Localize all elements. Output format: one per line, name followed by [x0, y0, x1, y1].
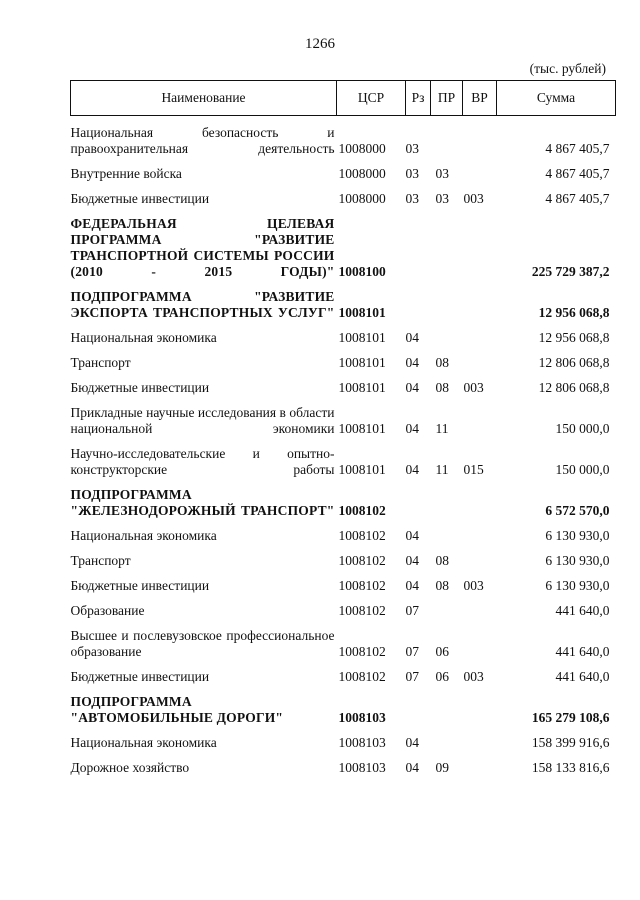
cell-name: Национальная безопасность и правоохранительная деятельность — [70, 125, 335, 156]
cell-csr: 1008000 — [338, 166, 386, 181]
cell-vr: 003 — [463, 669, 484, 684]
cell-pr — [431, 116, 463, 158]
cell-pr — [431, 478, 463, 519]
cell-pr — [431, 519, 463, 544]
cell-vr — [463, 157, 497, 182]
cell-sum: 165 279 108,6 — [531, 710, 610, 725]
cell-rz: 07 — [405, 603, 419, 618]
cell-csr: 1008000 — [338, 141, 386, 156]
cell-sum: 158 399 916,6 — [531, 735, 610, 750]
cell-rz: 03 — [405, 166, 419, 181]
cell-name: Национальная экономика — [70, 330, 217, 345]
header-pr: ПР — [431, 81, 463, 116]
cell-name: Бюджетные инвестиции — [70, 669, 210, 684]
cell-sum: 12 806 068,8 — [538, 380, 610, 395]
cell-sum: 158 133 816,6 — [531, 760, 610, 775]
cell-pr: 08 — [435, 380, 449, 395]
cell-csr: 1008101 — [338, 462, 386, 477]
cell-vr: 015 — [463, 462, 484, 477]
cell-name: Бюджетные инвестиции — [70, 380, 210, 395]
cell-vr — [463, 544, 497, 569]
cell-rz — [406, 478, 431, 519]
cell-vr — [463, 321, 497, 346]
cell-vr — [463, 396, 497, 437]
cell-name: Бюджетные инвестиции — [70, 191, 210, 206]
cell-name: Транспорт — [70, 553, 131, 568]
cell-rz: 04 — [405, 355, 419, 370]
cell-csr: 1008103 — [338, 710, 386, 725]
table-row-program — [71, 207, 616, 280]
cell-csr: 1008102 — [338, 503, 386, 518]
cell-sum: 12 956 068,8 — [538, 330, 610, 345]
cell-pr — [431, 594, 463, 619]
cell-csr: 1008102 — [338, 603, 386, 618]
cell-rz: 04 — [405, 760, 419, 775]
table-row — [71, 371, 616, 396]
cell-name: Научно-исследовательские и опытно-конструкторские работы — [70, 446, 335, 477]
cell-name: Национальная экономика — [70, 528, 217, 543]
cell-csr: 1008103 — [338, 735, 386, 750]
table-row-program — [71, 478, 616, 519]
cell-name: Дорожное хозяйство — [70, 760, 190, 775]
cell-sum: 4 867 405,7 — [545, 166, 610, 181]
table-row — [71, 437, 616, 478]
cell-rz: 07 — [405, 644, 419, 659]
cell-rz — [406, 685, 431, 726]
cell-pr: 06 — [435, 669, 449, 684]
cell-vr — [463, 207, 497, 280]
cell-name: ПОДПРОГРАММА "ЖЕЛЕЗНОДОРОЖНЫЙ ТРАНСПОРТ" — [70, 487, 335, 518]
cell-vr — [463, 594, 497, 619]
table-row-program — [71, 280, 616, 321]
cell-vr — [463, 685, 497, 726]
cell-rz: 04 — [405, 330, 419, 345]
cell-sum: 6 130 930,0 — [545, 578, 610, 593]
cell-rz: 03 — [405, 191, 419, 206]
cell-pr: 08 — [435, 355, 449, 370]
cell-rz: 04 — [405, 421, 419, 436]
cell-rz: 04 — [405, 553, 419, 568]
cell-pr — [431, 207, 463, 280]
table-row — [71, 751, 616, 776]
cell-vr — [463, 478, 497, 519]
table-row — [71, 396, 616, 437]
cell-csr: 1008000 — [338, 191, 386, 206]
cell-pr: 08 — [435, 578, 449, 593]
cell-sum: 12 956 068,8 — [538, 305, 610, 320]
cell-name: Высшее и послевузовское профессиональное образование — [70, 628, 335, 659]
table-row — [71, 321, 616, 346]
cell-vr — [463, 619, 497, 660]
cell-csr: 1008101 — [338, 305, 386, 320]
header-name: Наименование — [71, 81, 337, 116]
cell-rz: 04 — [405, 462, 419, 477]
cell-rz — [406, 207, 431, 280]
cell-vr — [463, 519, 497, 544]
cell-csr: 1008102 — [338, 669, 386, 684]
cell-name: Транспорт — [70, 355, 131, 370]
table-row — [71, 660, 616, 685]
cell-pr — [431, 280, 463, 321]
header-sum: Сумма — [497, 81, 616, 116]
cell-csr: 1008102 — [338, 644, 386, 659]
cell-vr — [463, 751, 497, 776]
cell-pr: 11 — [435, 462, 449, 477]
table-row — [71, 182, 616, 207]
cell-pr: 09 — [435, 760, 449, 775]
table-row — [71, 346, 616, 371]
cell-pr: 11 — [435, 421, 449, 436]
cell-pr: 06 — [435, 644, 449, 659]
cell-sum: 441 640,0 — [555, 603, 610, 618]
cell-name: ФЕДЕРАЛЬНАЯ ЦЕЛЕВАЯ ПРОГРАММА "РАЗВИТИЕ ТРАНСПОРТНОЙ СИСТЕМЫ РОССИИ (2010 - 2015 ГОДЫ)" — [70, 216, 335, 279]
header-csr: ЦСР — [337, 81, 406, 116]
cell-sum: 150 000,0 — [555, 462, 610, 477]
table-row — [71, 569, 616, 594]
cell-rz: 04 — [405, 528, 419, 543]
cell-csr: 1008102 — [338, 528, 386, 543]
cell-rz: 04 — [405, 578, 419, 593]
cell-sum: 12 806 068,8 — [538, 355, 610, 370]
table-row — [71, 726, 616, 751]
cell-pr: 03 — [435, 166, 449, 181]
cell-sum: 150 000,0 — [555, 421, 610, 436]
cell-sum: 6 130 930,0 — [545, 553, 610, 568]
cell-csr: 1008101 — [338, 380, 386, 395]
header-vr: ВР — [463, 81, 497, 116]
cell-sum: 4 867 405,7 — [545, 141, 610, 156]
cell-rz: 04 — [405, 735, 419, 750]
cell-rz: 03 — [405, 141, 419, 156]
cell-rz: 04 — [405, 380, 419, 395]
cell-name: Прикладные научные исследования в области национальной экономики — [70, 405, 335, 436]
page-number: 1266 — [305, 36, 335, 52]
cell-pr: 08 — [435, 553, 449, 568]
budget-table — [70, 80, 616, 776]
table-row-program — [71, 685, 616, 726]
cell-pr — [431, 685, 463, 726]
table-row — [71, 116, 616, 158]
cell-name: ПОДПРОГРАММА "РАЗВИТИЕ ЭКСПОРТА ТРАНСПОРТНЫХ УСЛУГ" — [70, 289, 335, 320]
cell-vr: 003 — [463, 380, 484, 395]
cell-csr: 1008100 — [338, 264, 386, 279]
cell-name: Национальная экономика — [70, 735, 217, 750]
cell-csr: 1008101 — [338, 421, 386, 436]
cell-sum: 225 729 387,2 — [531, 264, 610, 279]
cell-csr: 1008101 — [338, 330, 386, 345]
cell-sum: 6 572 570,0 — [545, 503, 610, 518]
table-row — [71, 594, 616, 619]
cell-pr — [431, 321, 463, 346]
units-label: (тыс. рублей) — [529, 61, 606, 76]
cell-pr: 03 — [435, 191, 449, 206]
cell-vr — [463, 346, 497, 371]
header-rz: Рз — [406, 81, 431, 116]
table-row — [71, 619, 616, 660]
cell-vr: 003 — [463, 191, 484, 206]
cell-vr — [463, 280, 497, 321]
cell-csr: 1008102 — [338, 578, 386, 593]
cell-csr: 1008102 — [338, 553, 386, 568]
cell-sum: 441 640,0 — [555, 644, 610, 659]
cell-vr — [463, 116, 497, 158]
table-row — [71, 519, 616, 544]
table-row — [71, 157, 616, 182]
cell-rz — [406, 280, 431, 321]
cell-name: Внутренние войска — [70, 166, 182, 181]
cell-name: Бюджетные инвестиции — [70, 578, 210, 593]
cell-pr — [431, 726, 463, 751]
cell-sum: 4 867 405,7 — [545, 191, 610, 206]
cell-sum: 441 640,0 — [555, 669, 610, 684]
cell-sum: 6 130 930,0 — [545, 528, 610, 543]
cell-rz: 07 — [405, 669, 419, 684]
cell-vr: 003 — [463, 578, 484, 593]
table-header — [71, 81, 616, 116]
cell-name: Образование — [70, 603, 145, 618]
table-row — [71, 544, 616, 569]
cell-vr — [463, 726, 497, 751]
cell-csr: 1008101 — [338, 355, 386, 370]
cell-name: ПОДПРОГРАММА "АВТОМОБИЛЬНЫЕ ДОРОГИ" — [70, 694, 284, 725]
cell-csr: 1008103 — [338, 760, 386, 775]
table-body — [71, 116, 616, 777]
